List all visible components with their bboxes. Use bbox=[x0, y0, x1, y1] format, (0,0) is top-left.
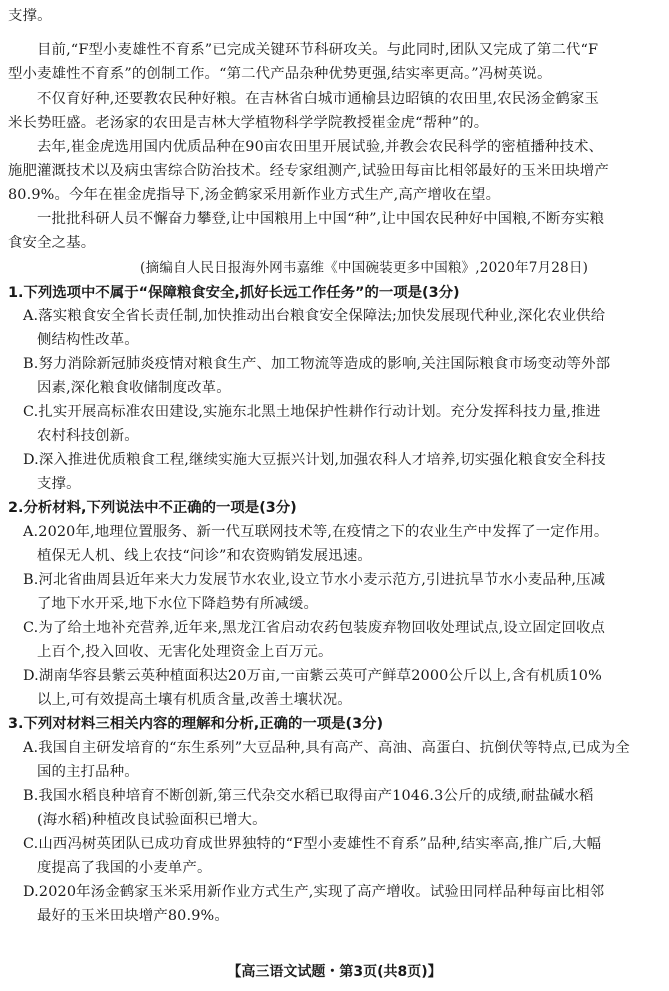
option-c-cont: 农村科技创新。 bbox=[37, 428, 139, 444]
passage-line: 支撑。 bbox=[8, 8, 52, 24]
option-d-cont: 支撑。 bbox=[37, 476, 81, 492]
question-stem: 3.下列对材料三相关内容的理解和分析,正确的一项是(3分) bbox=[8, 716, 384, 732]
passage-line: 食安全之基。 bbox=[8, 235, 96, 251]
option-c: C.扎实开展高标准农田建设,实施东北黑土地保护性耕作行动计划。充分发挥科技力量,推进 bbox=[23, 404, 601, 420]
passage-line: 一批批科研人员不懈奋力攀登,让中国粮用上中国“种”,让中国农民种好中国粮,不断夯实粮 bbox=[37, 211, 605, 227]
passage-source: (摘编自人民日报海外网韦嘉维《中国碗装更多中国粮》,2020年7月28日) bbox=[140, 260, 589, 276]
option-a-cont: 国的主打品种。 bbox=[37, 764, 139, 780]
option-d-cont: 最好的玉米田块增产80.9%。 bbox=[37, 908, 229, 924]
option-b-cont: 了地下水开采,地下水位下降趋势有所减缓。 bbox=[37, 596, 318, 612]
option-b: B.我国水稻良种培育不断创新,第三代杂交水稻已取得亩产1046.3公斤的成绩,耐盐碱水稻 bbox=[23, 788, 594, 804]
option-a-cont: 植保无人机、线上农技“问诊”和农资购销发展迅速。 bbox=[37, 548, 372, 564]
option-a: A.我国自主研发培育的“东生系列”大豆品种,具有高产、高油、高蛋白、抗倒伏等特点,已成为全 bbox=[23, 740, 630, 756]
question-stem: 2.分析材料,下列说法中不正确的一项是(3分) bbox=[8, 500, 297, 516]
passage-line: 施肥灌溉技术以及病虫害综合防治技术。经专家组测产,试验田每亩比相邻最好的玉米田块增产 bbox=[8, 163, 609, 179]
page-footer: 【高三语文试题・第3页(共8页)】 bbox=[227, 964, 442, 980]
option-d-cont: 以上,可有效提高土壤有机质含量,改善土壤状况。 bbox=[37, 692, 352, 708]
passage-line: 目前,“F型小麦雄性不育系”已完成关键环节科研攻关。与此同时,团队又完成了第二代“F bbox=[37, 42, 599, 58]
option-c-cont: 度提高了我国的小麦单产。 bbox=[37, 860, 212, 876]
option-b: B.河北省曲周县近年来大力发展节水农业,设立节水小麦示范方,引进抗旱节水小麦品种,压减 bbox=[23, 572, 606, 588]
option-a: A.落实粮食安全省长责任制,加快推动出台粮食安全保障法;加快发展现代种业,深化农业供给 bbox=[23, 308, 606, 324]
passage-line: 去年,崔金虎选用国内优质品种在90亩农田里开展试验,并教会农民科学的密植播种技术、 bbox=[37, 139, 604, 155]
option-c: C.山西冯树英团队已成功育成世界独特的“F型小麦雄性不育系”品种,结实率高,推广后,大幅 bbox=[23, 836, 602, 852]
option-a-cont: 侧结构性改革。 bbox=[37, 332, 139, 348]
passage-line: 80.9%。今年在崔金虎指导下,汤金鹤家采用新作业方式生产,高产增收在望。 bbox=[8, 187, 501, 203]
option-c-cont: 上百个,投入回收、无害化处理资金上百万元。 bbox=[37, 644, 333, 660]
option-d: D.湖南华容县紫云英种植面积达20万亩,一亩紫云英可产鲜草2000公斤以上,含有机质10% bbox=[23, 668, 602, 684]
passage-line: 不仅育好种,还要教农民种好粮。在吉林省白城市通榆县边昭镇的农田里,农民汤金鹤家玉 bbox=[37, 91, 599, 107]
option-a: A.2020年,地理位置服务、新一代互联网技术等,在疫情之下的农业生产中发挥了一定作用。 bbox=[23, 524, 609, 540]
passage-line: 型小麦雄性不育系”的创制工作。“第二代产品杂种优势更强,结实率更高。”冯树英说。 bbox=[8, 66, 552, 82]
passage-line: 米长势旺盛。老汤家的农田是吉林大学植物科学学院教授崔金虎“帮种”的。 bbox=[8, 115, 489, 131]
option-d: D.深入推进优质粮食工程,继续实施大豆振兴计划,加强农科人才培养,切实强化粮食安全科技 bbox=[23, 452, 606, 468]
option-b-cont: 因素,深化粮食收储制度改革。 bbox=[37, 380, 231, 396]
option-c: C.为了给土地补充营养,近年来,黑龙江省启动农药包装废弃物回收处理试点,设立固定回收点 bbox=[23, 620, 606, 636]
option-b: B.努力消除新冠肺炎疫情对粮食生产、加工物流等造成的影响,关注国际粮食市场变动等外部 bbox=[23, 356, 611, 372]
option-b-cont: (海水稻)种植改良试验面积已增大。 bbox=[37, 812, 267, 828]
question-stem: 1.下列选项中不属于“保障粮食安全,抓好长远工作任务”的一项是(3分) bbox=[8, 285, 460, 301]
option-d: D.2020年汤金鹤家玉米采用新作业方式生产,实现了高产增收。试验田同样品种每亩比相邻 bbox=[23, 884, 605, 900]
